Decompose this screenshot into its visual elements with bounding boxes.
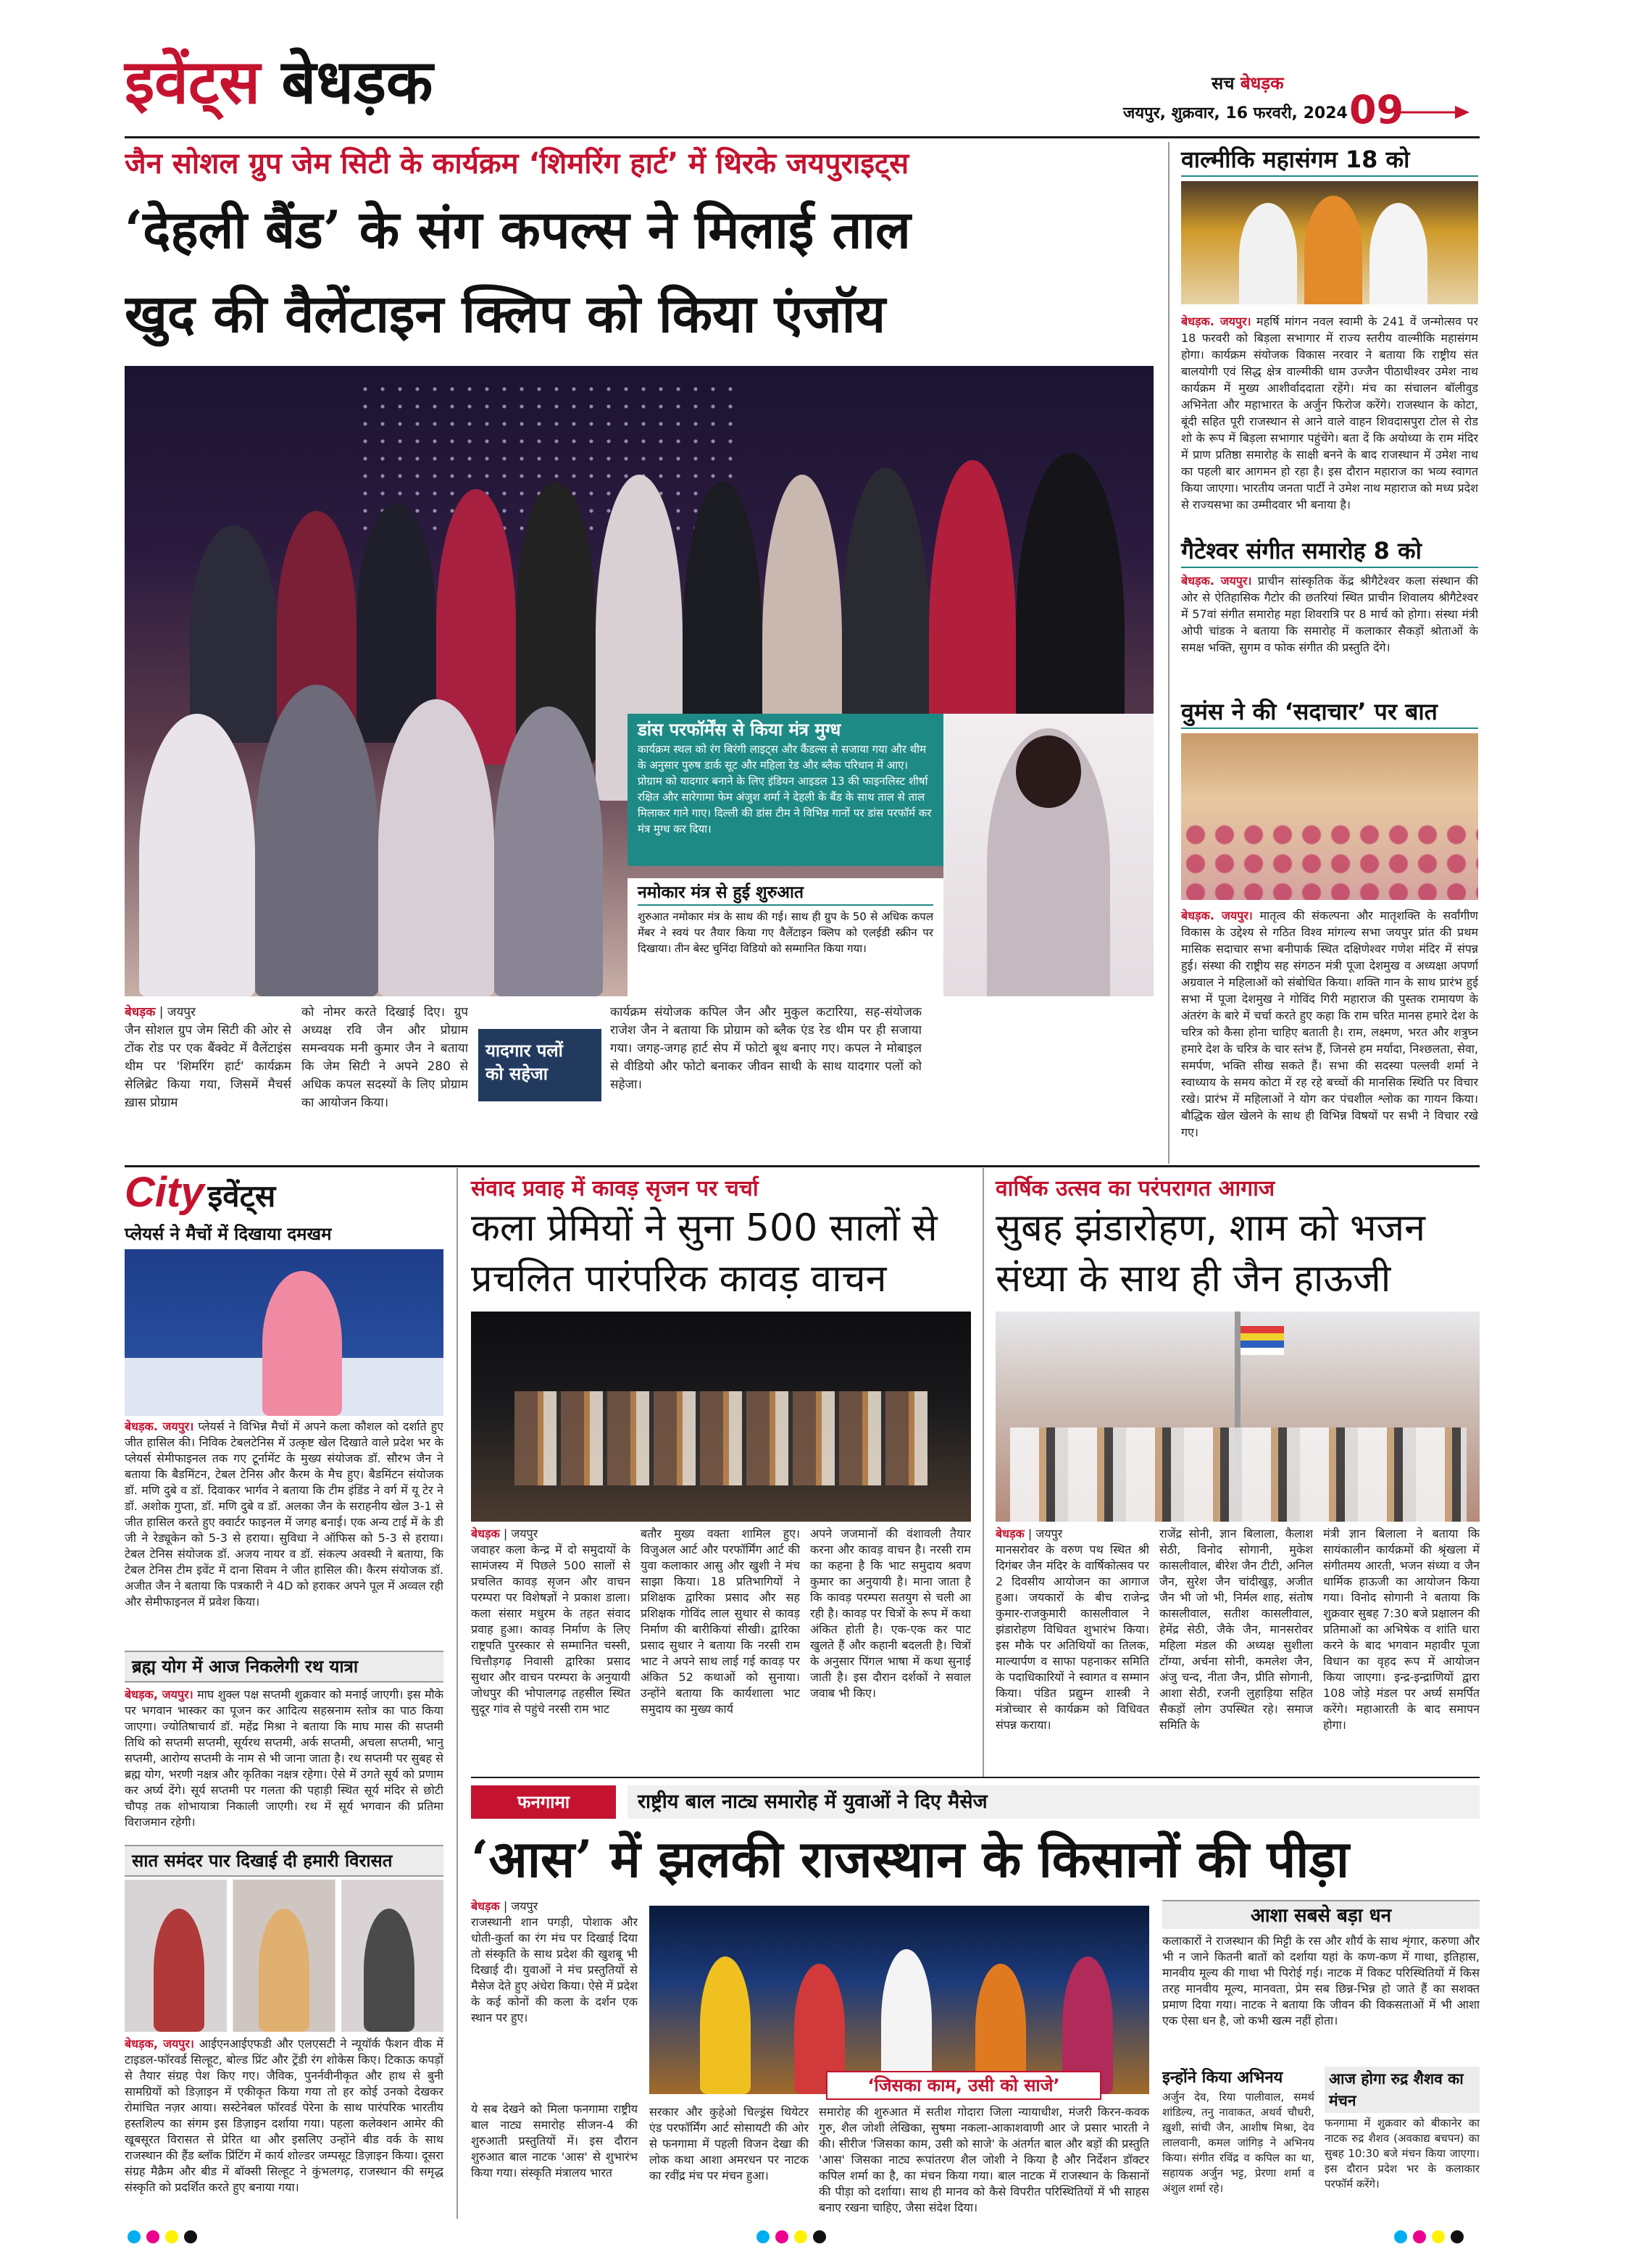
city-s2-header	[125, 1651, 443, 1683]
masthead-rule	[125, 136, 1480, 138]
jain-headline-1: सुबह झंडारोहण, शाम को भजन	[996, 1206, 1425, 1250]
singer-photo	[943, 714, 1154, 996]
city-s1-title: प्लेयर्स ने मैचों में दिखाया दमखम	[125, 1224, 332, 1244]
upper-lower-rule	[125, 1165, 1480, 1167]
rail-s3-title: वुमंस ने की ‘सदाचार’ पर बात	[1181, 696, 1478, 729]
jain-col-3: मंत्री ज्ञान बिलाला ने बताया कि सायंकालीन कार्यक्रमों की श्रृंखला में संगीतमय आरती, भजन संध्या व जैन धार्मिक हाऊजी का आयोजन किया गया। विनोद सोगानी ने बताया कि शुक्रवार सुबह 7:30 बजे प्रक्षालन की प्रतिमाओं का अभिषेक व शांति धारा करने के बाद भगवान महावीर पूजा विधान का वृहद रूप में आयोजन किया जाएगा। इन्द्र-इन्द्राणियों द्वारा 108 जोड़े मंडल पर अर्घ्य समर्पित करेंगे। महाआरती के बाद समापन होगा।	[1323, 1527, 1480, 1732]
lead-kicker: जैन सोशल ग्रुप जेम सिटी के कार्यक्रम ‘शिमरिंग हार्ट’ में थिरके जयपुराइट्स	[125, 147, 909, 180]
aas-actors-text: अर्जुन देव, रिया पालीवाल, समर्थ शांडिल्य, तनु नावाकत, अथर्व चौधरी, ख़ुशी, सांची जैन, आशीष मिश्रा, देव लालवानी, कमल जांगिड़ ने अभिनय किया। संगीत रविंद्र व कपिल का था, सहायक अर्जुन भट्ट, प्रेरणा शर्मा व अंशुल शर्मा रहे।	[1162, 2090, 1314, 2195]
city-divider	[456, 1168, 458, 2219]
dance-box-text: कार्यक्रम स्थल को रंग बिरंगी लाइट्स और कैंडल्स से सजाया गया और थीम के अनुसार पुरुष डार्क सूट और महिला रेड और ब्लैक परिधान में आए। प्रोग्राम को यादगार बनाने के लिए इंडियन आइडल 13 की फाइनलिस्ट शीर्षा रक्षित और सारेगामा फेम अंजुश शर्मा ने देहली के बैंड के साथ ताल से ताल मिलाकर गाने गाए। दिल्ली की डांस टीम ने विभिन्न गानों पर डांस परफॉर्म कर मंत्र मुग्ध कर दिया।	[638, 743, 932, 835]
rail-s1-title: वाल्मीकि महासंगम 18 को	[1181, 143, 1478, 177]
namokar-box	[628, 878, 943, 1001]
rail-s3-photo	[1181, 733, 1478, 900]
aas-kicker: राष्ट्रीय बाल नाट्य समारोह में युवाओं ने दिए मैसेज	[628, 1785, 1480, 1819]
right-rail-divider	[1168, 142, 1170, 1164]
aas-box-text: कलाकारों ने राजस्थान की मिट्टी के रस और शौर्य के साथ शृंगार, करुणा और भी न जाने कितनी बातों को दर्शाया यहां के कण-कण में गाथा, इतिहास, मानवीय मूल्य की गाथा भी पिरोई गई। नाटक में विकट परिस्थितियों में किस तरह मानवीय मूल्य, मानवता, प्रेम सब छिन्न-भिन्न हो जाते हैं का सशक्त प्रमाण दिया गया। नाटक ने बताया कि जीवन की विकसताओं में भी आशा एक ऐसा धन है, जो कभी खत्म नहीं होता।	[1162, 1934, 1480, 2027]
aas-top-rule	[471, 1777, 1480, 1778]
aas-headline: ‘आस’ में झलकी राजस्थान के किसानों की पीड़ा	[471, 1829, 1350, 1889]
registration-marks-center	[754, 2230, 829, 2246]
aas-box-title: आशा सबसे बड़ा धन	[1162, 1900, 1480, 1929]
aas-actors-title: इन्होंने किया अभिनय	[1162, 2069, 1283, 2087]
aas-next-text: फनगामा में शुक्रवार को बीकानेर का नाटक रुद्र शैशव (अवकाद्य बचपन) का सुबह 10:30 बजे मंचन किया जाएगा। इस दौरान प्रदेश भर के कलाकार परफॉर्म करेंगे।	[1325, 2117, 1480, 2190]
aas-photo	[649, 1906, 1149, 2094]
aas-photo-caption: ‘जिसका काम, उसी को साजे’	[826, 2071, 1101, 2100]
jain-photo	[996, 1312, 1480, 1522]
section-title	[125, 42, 433, 122]
kavad-jain-divider	[983, 1168, 984, 1777]
rail-s3-text: बेधड़क. जयपुर। मातृत्व की संकल्पना और मातृशक्ति के सर्वांगीण विकास के उद्देश्य से गठित विश्व मांगल्य सभा जयपुर प्रांत की प्रथम मासिक सदाचार सभा बनीपार्क स्थित दक्षिणेश्वर गणेश मंदिर में संपन्न हुई। संस्था की राष्ट्रीय सह संगठन मंत्री पूजा देशमुख व अध्यक्षा अपर्णा अग्रवाल ने महिलाओं को संबोधित किया। शक्ति गान के साथ प्रारंभ हुई सभा में पूजा देशमुख ने गोविंद गिरी महाराज की पुस्तक रामायण के अंतरंग के बारे में चर्चा करते हुए कहा कि राम चरित मानस हमारे देश के चरित्र को कैसा होना चाहिए बताती है। राम, लक्ष्मण, भरत और शत्रुघ्न हमारे देश के चरित्र के चार स्तंभ हैं, जिनसे हम मर्यादा, निश्छलता, सेवा, समर्पण, भक्ति सीख सकते हैं। सभा की सदस्या पल्लवी शर्मा ने स्वाध्याय के समय कोटा में रह रहे बच्चों की मानसिक स्थिति पर विचार रखे। प्रारंभ में महिलाओं ने योग कर पंचशील श्लोक का गायन किया। बौद्धिक खेल खेलने के साथ ही विभिन्न विषयों पर सभी ने विचार रखे गए।	[1181, 909, 1478, 1139]
kavad-photo	[471, 1312, 971, 1522]
brand-small: सच बेधड़क	[1212, 73, 1284, 93]
aas-col-1b: ये सब देखने को मिला फनगामा राष्ट्रीय बाल नाट्य समारोह सीजन-4 की शुरुआती प्रस्तुतियों में। इस दौरान शुरुआत बाल नाटक 'आस' से शुभारंभ किया गया। संस्कृति मंत्रालय भारत	[471, 2102, 638, 2180]
aas-col-3: समारोह की शुरुआत में सतीश गोदारा जिला न्यायाधीश, मंजरी किरन-कवक गुरु, शैल जोशी लेखिका, सुषमा नकला-आकाशवाणी आर जे प्रसार भारती ने की। सीरीज 'जिसका काम, उसी को साजे' के अंतर्गत बाल और बड़ों की प्रस्तुति 'आस' जिसका नाट्य रूपांतरण शैल जोशी ने किया है और निर्देशन डॉक्टर कपिल शर्मा का है, का मंचन किया गया। बाल नाटक में राजस्थान के किसानों की पीड़ा को दर्शाया। साथ ही मानव को कैसे विपरीत परिस्थितियों में भी साहस बनाए रखना चाहिए, जैसा संदेश दिया।	[819, 2105, 1149, 2214]
kavad-col-1: बेधड़क | जयपुर जवाहर कला केन्द्र में दो समुदायों के सामंजस्य में पिछले 500 सालों से प्रचलित कावड़ सृजन और वाचन परम्परा पर विशेषज्ञों ने प्रकाश डाला। कला संसार मधुरम के तहत संवाद प्रवाह हुआ। कावड़ निर्माण के लिए राष्ट्रपति पुरस्कार से सम्मानित चस्सी, चित्तौड़गढ़ निवासी द्वारिका प्रसाद सुथार और वाचन परम्परा के अनुयायी जोधपुर की भोपालगढ़ तहसील स्थित सुदूर गांव से पहुंचे नरसी राम भाट	[471, 1527, 630, 1716]
kavad-headline-2: प्रचलित पारंपरिक कावड़ वाचन	[471, 1257, 887, 1301]
section-title-black: बेधड़क	[281, 46, 433, 117]
jain-col-2: राजेंद्र सोनी, ज्ञान बिलाला, कैलाश सेठी, विनोद सोगानी, मुकेश कासलीवाल, बीरेश जैन टीटी, अनिल जैन, सुरेश जैन चांदीखुड़, अजीत जैन भी जो भी, निर्मल शाह, संतोष कासलीवाल, सतीश कासलीवाल, हेमेंद्र सेठी, जैके जैन, मानसरोवर महिला मंडल की अध्यक्ष सुशीला टोंग्या, अर्चना सोनी, कमलेश जैन, अंजु चन्द, नीता जैन, प्रीति सोगानी, आशा सेठी, रजनी लुहाड़िया सहित सैकड़ों लोग उपस्थित रहे। समाज समिति के	[1159, 1527, 1313, 1732]
city-s2-text: बेधड़क, जयपुर। माघ शुक्ल पक्ष सप्तमी शुक्रवार को मनाई जाएगी। इस मौके पर भगवान भास्कर का पूजन कर आदित्य सहस्रनाम स्तोत्र का पाठ किया जाएगा। ज्योतिषाचार्य डॉ. महेंद्र मिश्रा ने बताया कि माघ मास की सप्तमी तिथि को सप्तमी सप्तमी, सूर्यरथ सप्तमी, अर्क सप्तमी, अचला सप्तमी, भानु सप्तमी, आरोग्य सप्तमी के नाम से भी जाना जाता है। रथ सप्तमी पर सुबह से ब्रह्म योग, भरणी नक्षत्र और कृतिका नक्षत्र रहेगा। ऐसे में उगते सूर्य को प्रणाम कर अर्घ्य देंगे। सूर्य सप्तमी पर गलता की पहाड़ी स्थित सूर्य मंदिर से छोटी चौपड़ तक शोभायात्रा निकाली जाएगी। रथ में सूर्य भगवान की प्रतिमा विराजमान रहेगी।	[125, 1688, 443, 1829]
rail-s1-text: बेधड़क. जयपुर। महर्षि मांगन नवल स्वामी के 241 वें जन्मोत्सव पर 18 फरवरी को बिड़ला सभागार में राज्य स्तरीय वाल्मीकि महासंगम होगा। कार्यक्रम संयोजक विकास नरवार ने बताया कि राष्ट्रीय संत बालयोगी एवं सिद्ध क्षेत्र वाल्मीकी धाम उज्जैन पीठाधीश्वर उमेश नाथ कार्यक्रम में मुख्य आशीर्वाददाता रहेंगे। मंच का संचालन बॉलीवुड अभिनेता और महाभारत के अर्जुन फिरोज करेंगे। राजस्थान के कोटा, बूंदी सहित पूरी राजस्थान से आने वाले वाहन शिवदासपुरा टोल से रोड शो के रूप में बिड़ला सभागार पहुंचेंगे। बता दें कि अयोध्या के राम मंदिर में प्राण प्रतिष्ठा समारोह के साक्षी बनने के बाद राजस्थान में उमेश नाथ का पहली बार आगमन हो रहा है। इस दौरान महाराज का भव्य स्वागत किया जाएगा। भारतीय जनता पार्टी ने उमेश नाथ महाराज को मध्य प्रदेश से राज्यसभा का उम्मीदवार भी बनाया है।	[1181, 314, 1478, 512]
registration-marks-left	[125, 2230, 200, 2246]
kavad-col-3: अपने जजमानों की वंशावली तैयार करना और कावड़ वाचन है। नरसी राम का कहना है कि भाट समुदाय श्रवण कुमार का अनुयायी है। माना जाता है कि कावड़ परम्परा सतयुग से चली आ रही है। कावड़ पर चित्रों के रूप में कथा अंकित होती है। एक-एक कर पाट खुलते हैं और कहानी बदलती है। चित्रों के अनुसार पिंगल भाषा में कथा सुनाई जाती है। इस दौरान दर्शकों ने सवाल जवाब भी किए।	[810, 1527, 971, 1700]
namokar-text: शुरुआत नमोकार मंत्र के साथ की गई। साथ ही ग्रुप के 50 से अधिक कपल मेंबर ने स्वयं पर तैयार किया गए वैलेंटाइन क्लिप को एलईडी स्क्रीन पर दिखाया। तीन बेस्ट चुनिंदा विडियो को सम्मानित किया गया।	[638, 910, 933, 955]
rail-s2-text: बेधड़क. जयपुर। प्राचीन सांस्कृतिक केंद्र श्रीगैटेश्वर कला संस्थान की ओर से ऐतिहासिक गैटोर की छतरियां स्थित प्राचीन शिवालय श्रीगैटेश्वर में 57वां संगीत समारोह महा शिवरात्रि पर 8 मार्च को होगा। संस्था मंत्री ओपी चांडक ने बताया कि समारोह में कलाकार सैकड़ों श्रोताओं के समक्ष भक्ति, सुगम व फोक संगीत की प्रस्तुति देंगे।	[1181, 574, 1478, 654]
aas-next-title: आज होगा रुद्र शैशव का मंचन	[1325, 2067, 1480, 2113]
dance-performance-box	[628, 714, 943, 866]
masthead	[0, 0, 1626, 138]
city-logo: City इवेंट्स	[125, 1169, 276, 1216]
city-s3-header	[125, 1845, 443, 1877]
memory-label: यादगार पलों को सहेजा	[478, 1029, 601, 1101]
registration-marks-right	[1391, 2230, 1467, 2246]
lead-byline: बेधड़क	[125, 1005, 156, 1020]
city-s3-title: सात समंदर पार दिखाई दी हमारी विरासत	[132, 1851, 393, 1871]
kavad-col-2: बतौर मुख्य वक्ता शामिल हुए। विजुअल आर्ट और परफॉर्मिंग आर्ट की युवा कलाकार आसु और खुशी ने मंच साझा किया। 18 प्रतिभागियों ने प्रशिक्षक द्वारिका प्रसाद और सह प्रशिक्षक गोविंद लाल सुथार से कावड़ निर्माण की बारीकियां सीखी। द्वारिका प्रसाद सुथार ने बताया कि नरसी राम भाट ने अपने साथ लाई गई कावड़ पर अंकित 52 कथाओं को सुनाया। उन्होंने बताया कि कार्यशाला भाट समुदाय का मुख्य कार्य	[641, 1527, 800, 1716]
jain-kicker: वार्षिक उत्सव का परंपरागत आगाज	[996, 1176, 1275, 1201]
city-s2-title: ब्रह्म योग में आज निकलेगी रथ यात्रा	[132, 1656, 359, 1677]
aas-tag: फनगामा	[471, 1785, 616, 1819]
lead-col-1: बेधड़क | जयपुर जैन सोशल ग्रुप जेम सिटी की ओर से टोंक रोड पर एक बैंक्वेट में वैलेंटाइंस थीम पर 'शिमरिंग हार्ट' कार्यक्रम सेलिब्रेट किया गया, जिसमें मैचर्स ख़ास प्रोग्राम	[125, 1005, 291, 1110]
kavad-kicker: संवाद प्रवाह में कावड़ सृजन पर चर्चा	[471, 1176, 759, 1201]
page-number: 09	[1349, 87, 1404, 133]
pen-nib-icon	[1397, 103, 1469, 122]
jain-col-1: बेधड़क | जयपुर मानसरोवर के वरुण पथ स्थित श्री दिगंबर जैन मंदिर के वार्षिकोत्सव पर 2 दिवसीय आयोजन का आगाज हुआ। जयकारों के बीच राजेन्द्र कुमार-राजकुमारी कासलीवाल ने झंडारोहण विधिवत शुभारंभ किया। इस मौके पर अतिथियों का तिलक, माल्यार्पण व साफा पहनाकर समिति के पदाधिकारियों ने स्वागत व सम्मान किया। पंडित प्रद्युम्न शास्त्री ने मंत्रोच्चार से कार्यक्रम को विधिवत संपन्न कराया।	[996, 1527, 1149, 1732]
city-s1-photo	[125, 1249, 443, 1416]
lead-col-2: को नोमर करते दिखाई दिए। ग्रुप अध्यक्ष रवि जैन और प्रोग्राम समन्वयक मनी कुमार जैन ने बताया कि जेम सिटी ने अपने 280 से अधिक कपल सदस्यों के लिए प्रोग्राम का आयोजन किया।	[301, 1005, 468, 1110]
dateline: जयपुर, शुक्रवार, 16 फरवरी, 2024	[1123, 104, 1348, 122]
aas-col-1: बेधड़क | जयपुर राजस्थानी शान पगड़ी, पोशाक और धोती-कुर्ता का रंग मंच पर दिखाई दिया तो संस्कृति के साथ प्रदेश की खुशबू भी दिखाई दी। युवाओं ने मंच प्रस्तुतियों से मैसेज देते हुए अंधेरा किया। ऐसे में प्रदेश के कई कोनों की कला के दर्शन एक स्थान पर हुए।	[471, 1899, 638, 2025]
namokar-title: नमोकार मंत्र से हुई शुरुआत	[638, 881, 933, 906]
city-s3-photo	[125, 1880, 443, 2032]
city-s1-text: बेधड़क. जयपुर। प्लेयर्स ने विभिन्न मैचों में अपने कला कौशल को दर्शाते हुए जीत हासिल की। निविक टेबलटेनिस में उत्कृष्ट खेल दिखाते वाले प्रदेश भर के प्लेयर्स सेमीफाइनल तक गए टूर्नामेंट के मुख्य संयोजक डॉ. सौरभ जैन ने बताया कि बैडमिंटन, टेबल टेनिस और कैरम के मैच हुए। बैडमिंटन संयोजक डॉ. मणि दुबे व डॉ. दिवाकर भार्गव ने बताया कि टीम इंडिंड ने वर्ग में यू टेर ने डॉ. अशोक गुप्ता, डॉ. मणि दुबे व डॉ. अलका जैन के सराहनीय खेल 3-1 से जीत हासिल करते हुए क्वार्टर फाइनल में जगह बनाई। एक अन्य टाई में के डी जी ने रेड्यूकेन को 5-3 से हराया। सुविधा ने ऑफिस को 5-3 से हराया। टेबल टेनिस संयोजक डॉ. अजय नायर व डॉ. संकल्प अवस्थी ने बताया, कि टेबल टेनिस टीम इवेंट में दाना सिवम ने जीत हासिल की। कैरम संयोजक डॉ. अजीत जैन ने बताया कि पत्रकारी ने 4D को हराकर अपने पूल में अव्वल रही और सेमीफाइनल में प्रवेश किया।	[125, 1419, 443, 1609]
dance-box-title: डांस परफॉर्मेंस से किया मंत्र मुग्ध	[638, 720, 841, 740]
memory-text: कार्यक्रम संयोजक कपिल जैन और मुकुल कटारिया, सह-संयोजक राजेश जैन ने बताया कि प्रोग्राम को ब्लैक एंड रेड थीम पर ही सजाया गया। जगह-जगह हार्ट सेप में फोटो बूथ बनाए गए। कपल ने मोबाइल से वीडियो और फोटो बनाकर जीवन साथी के साथ यादगार पलों को सहेजा।	[610, 1005, 922, 1092]
city-s3-text: बेधड़क, जयपुर। आईएनआईएफडी और एलएसटी ने न्यूयॉर्क फैशन वीक में टाइडल-फॉरवर्ड सिल्हूट, बोल्ड प्रिंट और ट्रेंडी रंग शोकेस किए। टिकाऊ कपड़ों से तैयार संग्रह पेश किए गए। जैविक, पुनर्नवीनीकृत और हाथ से बुनी सामग्रियों को डिज़ाइन में एकीकृत किया गया तो हर कोई उनको देखकर रोमांचित नज़र आया। सस्टेनेबल फॉरवर्ड पेरेना के साथ पारंपरिक भारतीय हस्तशिल्प का संगम इस डिज़ाइन दर्शाया गया। पहला कलेक्शन आमेर की खूबसूरत विरासत से प्रेरित था और इसलिए उन्होंने बीड वर्क के साथ राजस्थान की हैंड ब्लॉक प्रिंटिंग में कार्य शोल्डर जम्पसूट डिज़ाइन किया। दूसरा संग्रह मैक्रैम और बीड में बॉक्सी सिल्हूट ने कुंभलगढ़, राजस्थान की समृद्ध संस्कृति को प्रदर्शित करते हुए बनाया गया।	[125, 2037, 443, 2194]
kavad-headline-1: कला प्रेमियों ने सुना 500 सालों से	[471, 1206, 938, 1250]
section-title-red: इवेंट्स	[125, 46, 261, 117]
rail-s1-photo	[1181, 181, 1478, 304]
jain-headline-2: संध्या के साथ ही जैन हाऊजी	[996, 1257, 1391, 1301]
rail-s2-title: गैटेश्वर संगीत समारोह 8 को	[1181, 535, 1478, 568]
lead-headline-1: ‘देहली बैंड’ के संग कपल्स ने मिलाई ताल	[125, 199, 911, 260]
aas-col-2: सरकार और कुहेओ चिल्ड्रंस थियेटर एंड परफॉर्मिंग आर्ट सोसायटी की ओर से फनगामा में पहली विजन देखा की लोक कथा आशा अमरधन पर नाटक का रवींद्र मंच पर मंचन हुआ।	[649, 2105, 809, 2182]
lead-headline-2: खुद की वैलेंटाइन क्लिप को किया एंजॉय	[125, 283, 886, 344]
